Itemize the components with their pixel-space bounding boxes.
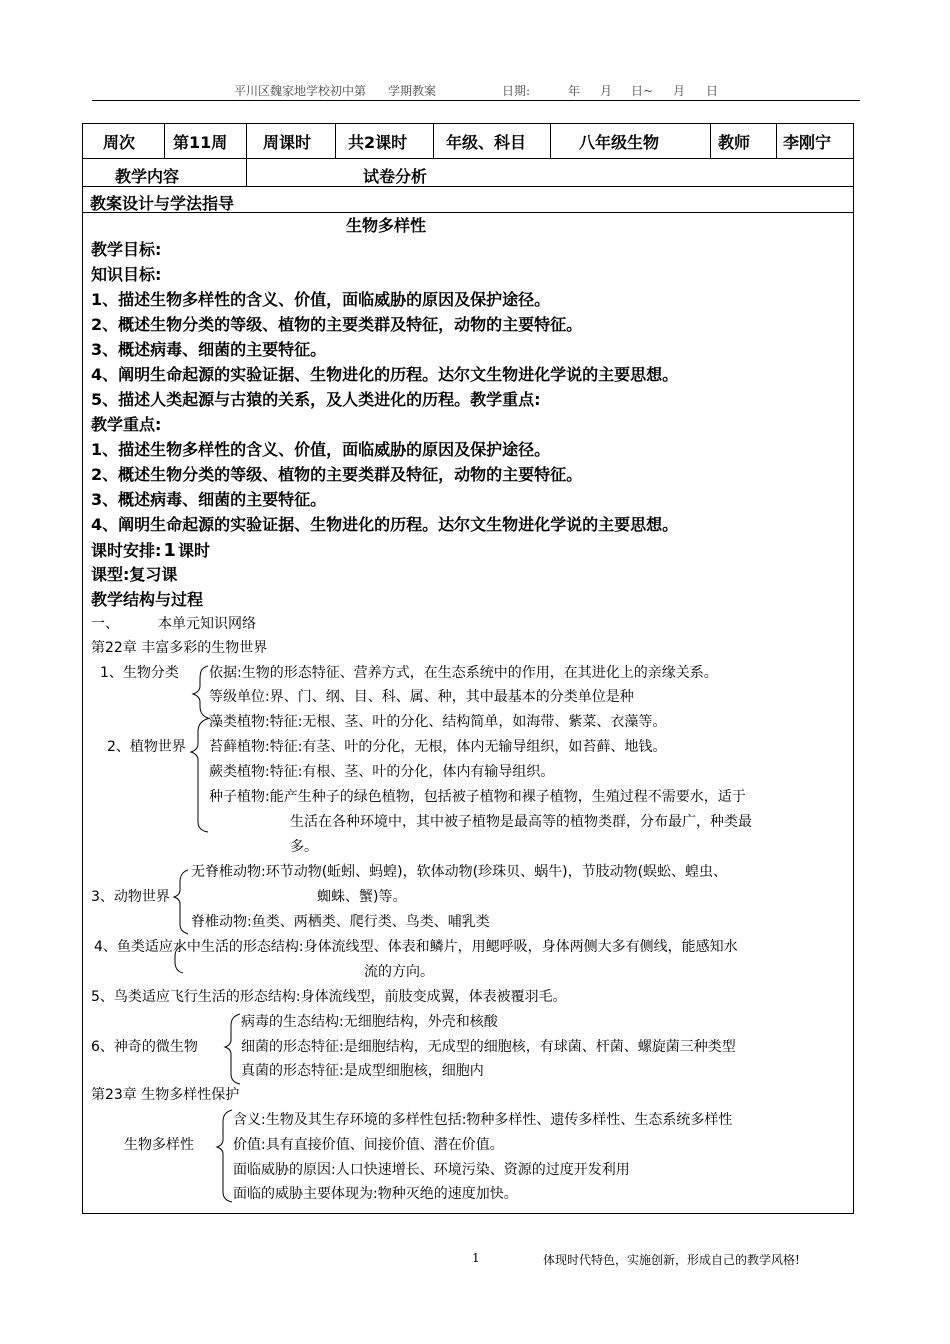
grade-label: 年级、科目 bbox=[446, 133, 527, 152]
schedule-label: 课时安排: bbox=[91, 541, 162, 560]
header-day-end: 日 bbox=[706, 84, 719, 98]
knowledge-item: 5、描述人类起源与古猿的关系，及人类进化的历程。教学重点: bbox=[91, 390, 541, 409]
fish-adaptation: 4、鱼类适应水中生活的形态结构:身体流线型、体表和鳞片，用鳃呼吸，身体两侧大多有侧线，能感知水 bbox=[94, 939, 738, 955]
header-year: 年 bbox=[568, 84, 581, 98]
goals-heading: 教学目标: bbox=[91, 240, 162, 259]
plant-seed-cont: 生活在各种环境中，其中被子植物是最高等的植物类群，分布最广，种类最 bbox=[290, 814, 752, 830]
plants-label: 2、植物世界 bbox=[107, 739, 186, 755]
page-number: 1 bbox=[472, 1251, 480, 1265]
col-divider bbox=[335, 124, 336, 158]
col-divider bbox=[246, 124, 247, 186]
schedule-num: 1 bbox=[163, 540, 176, 561]
knowledge-item: 3、概述病毒、细菌的主要特征。 bbox=[91, 340, 327, 359]
fish-adaptation-cont: 流的方向。 bbox=[364, 964, 434, 980]
knowledge-item: 4、阐明生命起源的实验证据、生物进化的历程。达尔文生物进化学说的主要思想。 bbox=[91, 365, 679, 384]
plant-seed-end: 多。 bbox=[290, 839, 318, 855]
lesson-type: 课型:复习课 bbox=[91, 565, 178, 584]
bacteria-features: 细菌的形态特征:是细胞结构，无成型的细胞核，有球菌、杆菌、螺旋菌三种类型 bbox=[241, 1039, 736, 1055]
plant-moss: 苔藓植物:特征:有茎、叶的分化，无根，体内无输导组织，如苔藓、地钱。 bbox=[209, 739, 667, 755]
animals-label: 3、动物世界 bbox=[91, 889, 170, 905]
week-label: 周次 bbox=[103, 133, 136, 152]
chapter-23-title: 第23章 生物多样性保护 bbox=[91, 1087, 240, 1103]
col-divider bbox=[776, 124, 777, 158]
classify-basis: 依据:生物的形态特征、营养方式，在生态系统中的作用，在其进化上的亲缘关系。 bbox=[209, 665, 718, 681]
invertebrates: 无脊椎动物:环节动物(蚯蚓、蚂蝗)，软体动物(珍珠贝、蜗牛)，节肢动物(蜈蚣、蝗虫、 bbox=[191, 864, 728, 880]
section-number: 一、 bbox=[91, 616, 119, 632]
virus-structure: 病毒的生态结构:无细胞结构，外壳和核酸 bbox=[241, 1014, 498, 1030]
week-value: 第11周 bbox=[173, 133, 228, 152]
key-point: 4、阐明生命起源的实验证据、生物进化的历程。达尔文生物进化学说的主要思想。 bbox=[91, 515, 679, 534]
lesson-title: 生物多样性 bbox=[346, 216, 427, 235]
teacher-value: 李刚宁 bbox=[783, 133, 832, 152]
design-label: 教案设计与学法指导 bbox=[90, 194, 235, 213]
key-point: 3、概述病毒、细菌的主要特征。 bbox=[91, 490, 327, 509]
hours-value: 共2课时 bbox=[348, 133, 408, 152]
knowledge-heading: 知识目标: bbox=[91, 265, 162, 284]
col-divider bbox=[710, 124, 711, 158]
vertebrates: 脊椎动物:鱼类、两栖类、爬行类、鸟类、哺乳类 bbox=[191, 914, 490, 930]
content-value: 试卷分析 bbox=[363, 167, 428, 186]
classify-units: 等级单位:界、门、纲、目、科、属、种，其中最基本的分类单位是种 bbox=[209, 689, 634, 705]
section-title: 本单元知识网络 bbox=[158, 616, 256, 632]
row-divider bbox=[83, 158, 853, 159]
knowledge-item: 1、描述生物多样性的含义、价值，面临威胁的原因及保护途径。 bbox=[91, 290, 551, 309]
col-divider bbox=[433, 124, 434, 158]
key-point: 1、描述生物多样性的含义、价值，面临威胁的原因及保护途径。 bbox=[91, 440, 551, 459]
fungi-features: 真菌的形态特征:是成型细胞核，细胞内 bbox=[241, 1063, 484, 1079]
plant-seed: 种子植物:能产生种子的绿色植物，包括被子植物和裸子植物，生殖过程不需要水，适于 bbox=[209, 789, 746, 805]
biodiversity-value: 价值:具有直接价值、间接价值、潜在价值。 bbox=[233, 1137, 504, 1153]
threat-manifestation: 面临的威胁主要体现为:物种灭绝的速度加快。 bbox=[233, 1186, 518, 1202]
content-label: 教学内容 bbox=[115, 167, 180, 186]
structure-heading: 教学结构与过程 bbox=[91, 590, 204, 609]
col-divider bbox=[164, 124, 165, 158]
invertebrates-cont: 蜘蛛、蟹)等。 bbox=[317, 889, 407, 905]
threat-cause: 面临威胁的原因:人口快速增长、环境污染、资源的过度开发利用 bbox=[233, 1162, 630, 1178]
header-date-label: 日期: bbox=[502, 84, 531, 98]
classify-label: 1、生物分类 bbox=[100, 665, 179, 681]
teacher-label: 教师 bbox=[718, 133, 751, 152]
header-day: 日~ bbox=[631, 84, 654, 98]
biodiversity-meaning: 含义:生物及其生存环境的多样性包括:物种多样性、遗传多样性、生态系统多样性 bbox=[233, 1112, 733, 1128]
col-divider bbox=[550, 124, 551, 158]
microbes-label: 6、神奇的微生物 bbox=[91, 1039, 198, 1055]
header-month: 月 bbox=[600, 84, 613, 98]
header-plan: 学期教案 bbox=[388, 84, 437, 98]
row-divider bbox=[83, 186, 853, 187]
schedule bbox=[91, 542, 210, 560]
footer-motto: 体现时代特色，实施创新，形成自己的教学风格! bbox=[543, 1253, 800, 1267]
header-month-end: 月 bbox=[673, 84, 686, 98]
key-point: 2、概述生物分类的等级、植物的主要类群及特征，动物的主要特征。 bbox=[91, 465, 583, 484]
header-school: 平川区魏家地学校初中第 bbox=[234, 84, 367, 98]
biodiversity-label: 生物多样性 bbox=[124, 1137, 194, 1153]
bird-adaptation: 5、鸟类适应飞行生活的形态结构:身体流线型，前肢变成翼，体表被覆羽毛。 bbox=[91, 989, 567, 1005]
knowledge-item: 2、概述生物分类的等级、植物的主要类群及特征，动物的主要特征。 bbox=[91, 315, 583, 334]
grade-value: 八年级生物 bbox=[579, 133, 660, 152]
page-header bbox=[92, 81, 860, 101]
hours-label: 周课时 bbox=[263, 133, 312, 152]
chapter-22-title: 第22章 丰富多彩的生物世界 bbox=[91, 640, 268, 656]
schedule-unit: 课时 bbox=[177, 541, 210, 560]
key-heading: 教学重点: bbox=[91, 415, 162, 434]
plant-fern: 蕨类植物:特征:有根、茎、叶的分化，体内有输导组织。 bbox=[209, 764, 555, 780]
plant-algae: 藻类植物:特征:无根、茎、叶的分化、结构简单，如海带、紫菜、衣藻等。 bbox=[209, 714, 667, 730]
